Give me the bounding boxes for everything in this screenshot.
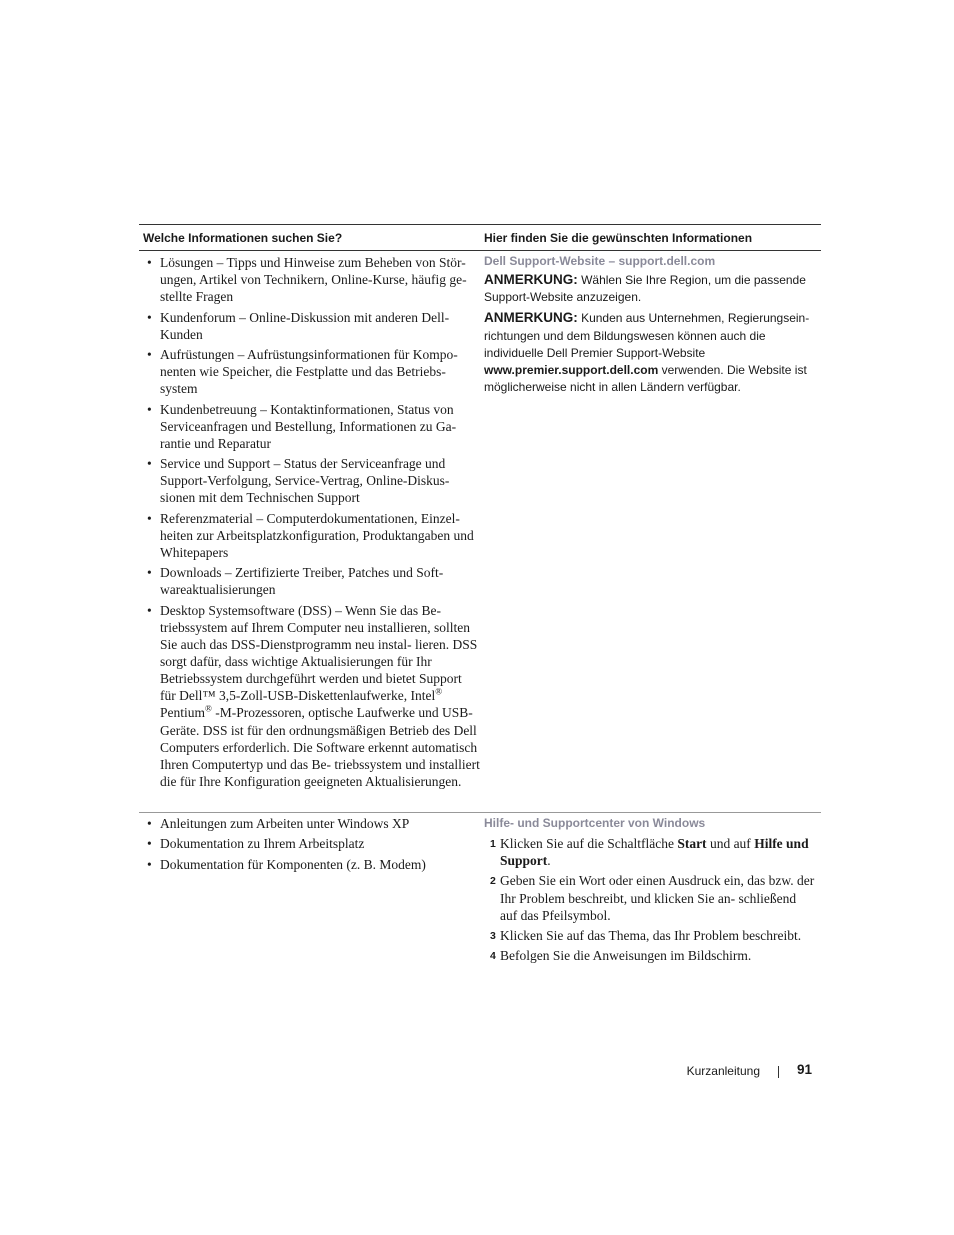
header-right: Hier finden Sie die gewünschten Informationen <box>484 230 753 245</box>
list-item: • Kundenbetreuung – Kontaktinformationen, Status von Serviceanfragen und Bestellung, Informationen zu Ga- rantie und Reparatur <box>143 401 480 452</box>
row2-left <box>139 813 480 968</box>
header-left: Welche Informationen suchen Sie? <box>143 230 343 245</box>
dss-text-1: Desktop Systemsoftware (DSS) – Wenn Sie das Be- triebssystem auf Ihrem Computer neu installieren, sollten Sie auch das DSS-Dienstprogramm neu instal- lieren. DSS sorgt dafür, dass wichtige Aktualisierungen für Ihr Betriebssystem durchgeführt werden und bietet Support für Dell™ 3,5-Zoll-USB-Diskettenlaufwerke, Intel <box>160 602 478 704</box>
page-number: 91 <box>796 1062 812 1077</box>
info-table <box>139 224 821 968</box>
topic-list <box>143 254 480 790</box>
help-support-label: Hilfe und Support <box>500 836 809 869</box>
list-item: • Dokumentation zu Ihrem Arbeitsplatz <box>143 835 480 852</box>
step-item <box>484 835 815 869</box>
dss-text-3: -M-Prozessoren, optische Laufwerke und USB-Geräte. DSS ist für den ordnungsmäßigen Betrieb des Dell Computers erforderlich. Die Software erkennt automatisch Ihren Computertyp und das Be- triebssystem und installiert die für Ihre Konfiguration geeigneten Aktualisierungen. <box>160 705 480 789</box>
registered-mark: ® <box>205 703 212 714</box>
step-text: Klicken Sie auf das Thema, das Ihr Problem beschreibt. <box>500 928 802 944</box>
row2-right <box>480 813 821 968</box>
list-item: • Kundenforum – Online-Diskussion mit anderen Dell- Kunden <box>143 309 480 343</box>
page-footer <box>600 1062 816 1080</box>
topic-list <box>143 815 480 873</box>
support-website-title: Dell Support-Website – support.dell.com <box>484 254 716 268</box>
list-item-dss <box>143 602 480 790</box>
list-item: • Referenzmaterial – Computerdokumentationen, Einzel- heiten zur Arbeitsplatzkonfiguration, Produktangaben und Whitepapers <box>143 510 480 561</box>
note-premier <box>484 309 815 396</box>
list-item: • Lösungen – Tipps und Hinweise zum Beheben von Stör- ungen, Artikel von Technikern, Online-Kurse, häufig ge- stellte Fragen <box>143 254 480 305</box>
step-text: und auf <box>706 836 755 851</box>
row1-left <box>139 251 480 812</box>
step-text: Klicken Sie auf die Schaltfläche <box>500 836 678 851</box>
step-item <box>484 872 815 923</box>
step-text: Befolgen Sie die Anweisungen im Bildschirm. <box>500 948 752 964</box>
note-text: Kunden aus Unternehmen, Regierungsein- richtungen und dem Bildungswesen können auch die individuelle Dell Premier Support-Website <box>484 311 810 360</box>
list-item: • Aufrüstungen – Aufrüstungsinformationen für Kompo- nenten wie Speicher, die Festplatte und das Betriebs- system <box>143 346 480 397</box>
note-text: Wählen Sie Ihre Region, um die passende Support-Website anzuzeigen. <box>484 273 806 305</box>
start-label: Start <box>677 836 707 851</box>
premier-url[interactable]: www.premier.support.dell.com <box>484 363 659 378</box>
step-item <box>484 947 815 964</box>
step-number: 2 <box>490 875 496 888</box>
table-row <box>139 251 821 813</box>
footer-title: Kurzanleitung <box>686 1064 760 1078</box>
step-item <box>484 927 815 944</box>
dss-text-2: Pentium <box>160 705 206 721</box>
step-number: 4 <box>490 950 496 963</box>
help-center-title: Hilfe- und Supportcenter von Windows <box>484 816 706 830</box>
row1-right <box>480 251 821 812</box>
step-number: 1 <box>490 838 496 850</box>
step-text: . <box>547 853 551 869</box>
list-item: • Service und Support – Status der Serviceanfrage und Support-Verfolgung, Service-Vertrag, Online-Diskus- sionen mit dem Technischen Support <box>143 455 480 506</box>
note-region <box>484 271 815 306</box>
step-number: 3 <box>490 930 496 943</box>
note-label: ANMERKUNG: <box>484 310 578 326</box>
list-item: • Downloads – Zertifizierte Treiber, Patches und Soft- wareaktualisierungen <box>143 564 480 598</box>
list-item: • Dokumentation für Komponenten (z. B. Modem) <box>143 856 480 873</box>
note-label: ANMERKUNG: <box>484 272 578 287</box>
list-item: • Anleitungen zum Arbeiten unter Windows XP <box>143 815 480 832</box>
note-text: verwenden. Die Website ist möglicherweise nicht in allen Ländern verfügbar. <box>484 363 807 395</box>
footer-divider <box>778 1066 779 1078</box>
table-header <box>139 225 821 251</box>
registered-mark: ® <box>435 686 443 697</box>
steps-list <box>484 835 815 965</box>
step-text: Geben Sie ein Wort oder einen Ausdruck ein, das bzw. der Ihr Problem beschreibt, und klicken Sie an- schließend auf das Pfeilsymbol. <box>500 873 815 923</box>
table-row <box>139 813 821 968</box>
